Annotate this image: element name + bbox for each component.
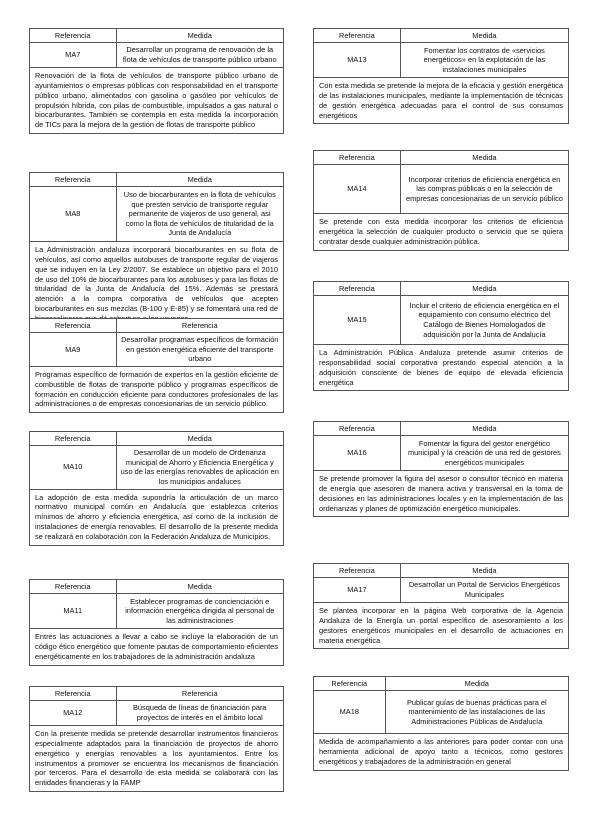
measure-title: Incluir el criterio de eficiencia energética en el equipamiento con consumo eléctrico del Catálogo de Bienes Homologados de adquisición por la Junta de Andalucía	[400, 296, 568, 345]
measure-title: Desarrollar un Portal de Servicios Energéticos Municipales	[400, 578, 568, 603]
measure-code: MA8	[30, 187, 116, 242]
header-measure: Medida	[400, 564, 568, 578]
measure-code: MA13	[314, 43, 400, 78]
header-reference: Referencia	[30, 580, 116, 594]
measure-description: La adopción de esta medida supondría la articulación de un marco normativo municipal común en Andalucía que establezca criterios mínimos de ahorro y eficiencia energética, así como de la inclusión de instalaciones de energía renovables. El desarrollo de la presente medida se realizará en colaboración con la Federación Andaluza de Municipios.	[35, 492, 278, 541]
measure-description: La Administración Pública Andaluza pretende asumir criterios de responsabilidad social corporativa prestando especial atención a la adquisición consciente de bienes de equipo de elevada eficiencia energética	[319, 348, 563, 387]
measure-title: Publicar guías de buenas prácticas para el mantenimiento de las instalaciones de las Administraciones Públicas de Andalucía	[385, 691, 568, 734]
header-measure: Referencia	[116, 687, 283, 701]
header-measure: Medida	[116, 432, 283, 446]
header-reference: Referencia	[314, 151, 400, 165]
header-reference: Referencia	[314, 29, 400, 43]
header-measure: Medida	[116, 29, 283, 43]
measure-card-ma10	[29, 431, 284, 546]
measure-code: MA7	[30, 43, 116, 68]
measure-code: MA18	[314, 691, 385, 734]
measure-description: Programas específico de formación de expertos en la gestión eficiente de combustible de flotas de transporte público y programas específicos de formación en conducción eficiente para conductores profesionales de las administraciones o de empresas concesionarias de un servicio público.	[35, 369, 278, 409]
header-reference: Referencia	[314, 422, 400, 436]
measure-description: Se pretende promover la figura del asesor o consultor técnico en materia de energía que asesoren de manera activa y transversal en la toma de decisiones en las administraciones locales y en la implementación de las ordenanzas y planes de optimización energético municipales.	[319, 474, 563, 513]
header-measure: Medida	[400, 29, 568, 43]
measure-title: Búsqueda de líneas de financiación para proyectos de interés en el ámbito local	[116, 701, 283, 726]
measure-card-ma15	[313, 281, 569, 391]
header-measure: Medida	[116, 580, 283, 594]
measure-code: MA15	[314, 296, 400, 345]
measure-card-ma9	[29, 318, 284, 413]
measure-description: Con la presente medida se pretende desarrollar instrumentos financieros especialmente adaptados para la financiación de proyectos de ahorro energético y energías renovables a los ayuntamientos. Entre los instrumentos a promover se encuentra los mecanismos de financiación por terceros. Para el desarrollo de esta medida se colaborará con las entidades financieras y la FAMP	[35, 729, 278, 788]
measure-card-ma8	[29, 172, 284, 328]
measure-code: MA14	[314, 165, 400, 214]
measure-code: MA11	[30, 594, 116, 629]
measure-code: MA10	[30, 446, 116, 490]
measure-title: Desarrollar de un modelo de Ordenanza municipal de Ahorro y Eficiencia Energética y uso de las energías renovables de aplicación en los municipios andaluces	[116, 446, 283, 490]
header-reference: Referencia	[30, 319, 116, 333]
measure-description: Entres las actuaciones a llevar a cabo se incluye la elaboración de un código ético energético que fomente pautas de comportamiento eficientes energéticamente en los trabajadores de la administración andaluza	[35, 632, 278, 661]
measure-code: MA12	[30, 701, 116, 726]
measure-code: MA9	[30, 333, 116, 367]
measure-card-ma18	[313, 676, 569, 771]
measure-description: La Administración andaluza incorporará biocarburantes en su flota de vehículos, así como aquellos autobuses de transporte regular de viajeros que se induyen en la Ley 2/2007. Se establece un objetivo para el 2010 de uso del 10% de biocarburantes para los autobuses y para las flotas de titularidad de la Junta de Andalucía del 15%. Además se prestará atención a la compra corporativa de vehículos que acepten biocarburantes en sus mezclas (B-100 y E-85) y se fomentará una red de	[35, 245, 278, 314]
measure-description: Con esta medida se pretende la mejora de la eficacia y gestión energética de las instalaciones municipales, mediante la implementación de técnicas de gestión energética adecuadas para el control de sus consumos energéticos	[319, 81, 563, 120]
measure-code: MA16	[314, 436, 400, 471]
header-measure: Medida	[116, 173, 283, 187]
header-reference: Referencia	[30, 432, 116, 446]
measure-description: Medida de acompañamiento a las anteriores para poder contar con una herramienta adicional de apoyo tanto a técnicos, como gestores energéticos y trabajadores de la administración en general	[319, 737, 563, 766]
header-measure: Medida	[400, 151, 568, 165]
measure-description: Se plantea incorporar en la página Web corporativa de la Agencia Andaluza de la Energía un portal específico de asesoramiento a los gestores energéticos municipales en el desarrollo de actuaciones en materia energética	[319, 606, 563, 645]
measure-title: Establecer programas de concienciación e información energética dirigida al personal de las administraciones	[116, 594, 283, 629]
measure-card-ma13	[313, 28, 569, 124]
measure-title: Fomentar la figura del gestor energético municipal y la creación de una red de gestores energéticos municipales	[400, 436, 568, 471]
header-measure: Medida	[385, 677, 568, 691]
measure-description: Renovación de la flota de vehículos de transporte público urbano de ayuntamientos o empresas públicas con responsabilidad en el transporte público urbano, alimentados con gasolina o gasóleo por vehículos de propulsión híbrida, con pilas de combustible, impulsados a gas natural o biocarburantes. También se contempla en esta medida la incorporación de TICs para la mejora de la gestión de flotas de transporte público	[35, 71, 278, 130]
header-reference: Referencia	[314, 282, 400, 296]
measure-card-ma16	[313, 421, 569, 517]
header-reference: Referencia	[30, 29, 116, 43]
measure-title: Uso de biocarburantes en la flota de vehículos que presten servicio de transporte regular permanente de viajeros de uso general, así como la flota de vehículos de titularidad de la Junta de Andalucía	[116, 187, 283, 242]
measure-card-ma7	[29, 28, 284, 134]
measure-card-ma12	[29, 686, 284, 792]
measure-description: Se pretende con esta medida incorporar los criterios de eficiencia energética la selección de cualquier producto o servicio que se quiera contratar desde cualquier administración pública.	[319, 217, 563, 246]
measure-title: Fomentar los contratos de «servicios energéticos» en la explotación de las instalaciones municipales	[400, 43, 568, 78]
header-reference: Referencia	[30, 173, 116, 187]
header-measure: Medida	[400, 422, 568, 436]
header-measure: Medida	[400, 282, 568, 296]
header-reference: Referencia	[30, 687, 116, 701]
measure-card-ma14	[313, 150, 569, 251]
header-measure: Referencia	[116, 319, 283, 333]
measure-title: Desarrollar un programa de renovación de la flota de vehículos de transporte público urbano	[116, 43, 283, 68]
header-reference: Referencia	[314, 677, 385, 691]
header-reference: Referencia	[314, 564, 400, 578]
measure-card-ma11	[29, 579, 284, 666]
measure-title: Incorporar criterios de eficiencia energética en las compras públicas o en la selección de empresas concesionarias de un servicio público	[400, 165, 568, 214]
measure-card-ma17	[313, 563, 569, 649]
measure-title: Desarrollar programas específicos de formación en gestión energética eficiente del transporte urbano	[116, 333, 283, 367]
measure-code: MA17	[314, 578, 400, 603]
